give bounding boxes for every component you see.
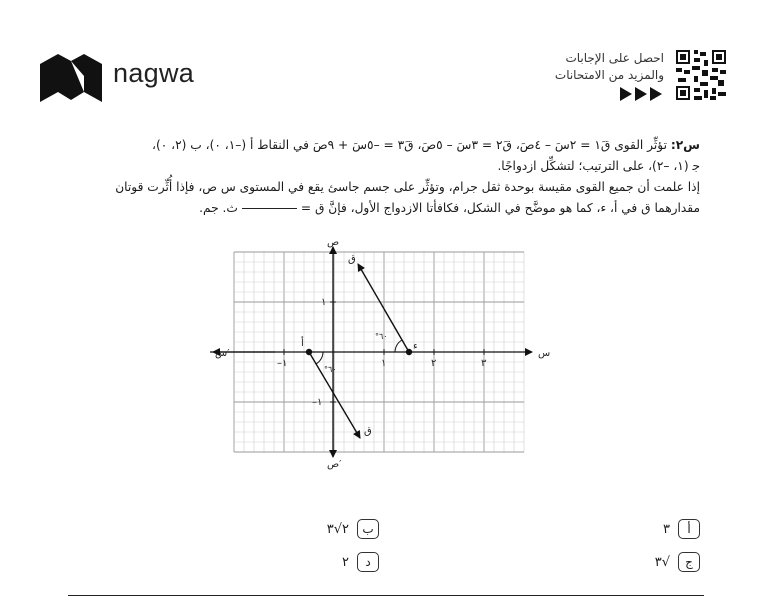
angle-a-label: °٦٠ [324, 365, 337, 374]
point-a-label: أ [301, 338, 304, 349]
choice-a-value: ٣ [663, 521, 670, 537]
promo-text [555, 50, 664, 84]
coordinate-figure [205, 235, 565, 470]
choice-d[interactable] [342, 552, 379, 572]
answer-blank [242, 208, 297, 209]
tick-x-2: ٢ [431, 358, 437, 369]
choice-d-letter: د [357, 552, 379, 572]
point-d-dot [406, 349, 412, 355]
choice-c[interactable] [655, 552, 700, 572]
question-number: س٢: [670, 138, 700, 152]
question-line-4: مقدارهما ق في أ، ء، كما هو موضَّح في الشكل، فكافأتا الازدواج الأول، فإنَّ ق =ث. جم. [199, 201, 700, 215]
choice-a-letter: أ [678, 519, 700, 539]
point-a-dot [306, 349, 312, 355]
choice-b-letter: ب [357, 519, 379, 539]
point-d-label: ء [413, 341, 418, 352]
tick-y-neg1: –١ [312, 397, 323, 408]
choice-b[interactable] [327, 519, 379, 539]
axis-y-label: ص [327, 237, 340, 248]
bottom-divider [68, 595, 704, 596]
angle-d-label: °٦٠ [375, 332, 388, 341]
promo-line-1: احصل على الإجابات [565, 51, 664, 65]
force-bottom-label: ق [364, 426, 372, 437]
tick-x-1: ١ [381, 358, 387, 369]
question-text [60, 135, 700, 219]
tick-x-3: ٣ [481, 358, 487, 369]
choice-a[interactable] [663, 519, 700, 539]
choice-b-value: ٢√٣ [326, 521, 349, 537]
qr-code-icon[interactable] [676, 50, 726, 100]
question-line-2: ﺟ (١، –٢)، على الترتيب؛ لتشكِّل ازدواجًا. [497, 159, 700, 173]
axis-y-neg-label: ص′ [327, 459, 342, 470]
question-line-3: إذا علمت أن جميع القوى مقيسة بوحدة ثقل جرام، وتؤثِّر على جسم جاسئ يقع في المستوى س ص، فإذا أُثِّرت قوتان [115, 180, 700, 194]
brand-name: nagwa [113, 58, 195, 88]
tick-y-1: ١ [321, 297, 327, 308]
axis-x-neg-label: س′ [215, 348, 230, 359]
choice-c-letter: ج [678, 552, 700, 572]
axis-x-label: س [538, 348, 551, 359]
nagwa-logo-icon [40, 50, 102, 106]
question-line-1: س٢: تؤثِّر القوى قَ١ = ٢سَ – ٤صَ، قَ٢ = ٣سَ – ٥صَ، قَ٣ = –٥سَ + ٩صَ في النقاط أ (–١، ٠)، ب (٢، ٠)، [152, 138, 700, 152]
choice-c-value: √٣ [654, 554, 670, 570]
choice-d-value: ٢ [342, 554, 349, 570]
force-top-label: ق [348, 254, 356, 265]
tick-x-neg1: –١ [277, 358, 288, 369]
arrows-icon [620, 87, 662, 101]
promo-line-2: والمزيد من الامتحانات [554, 68, 664, 82]
